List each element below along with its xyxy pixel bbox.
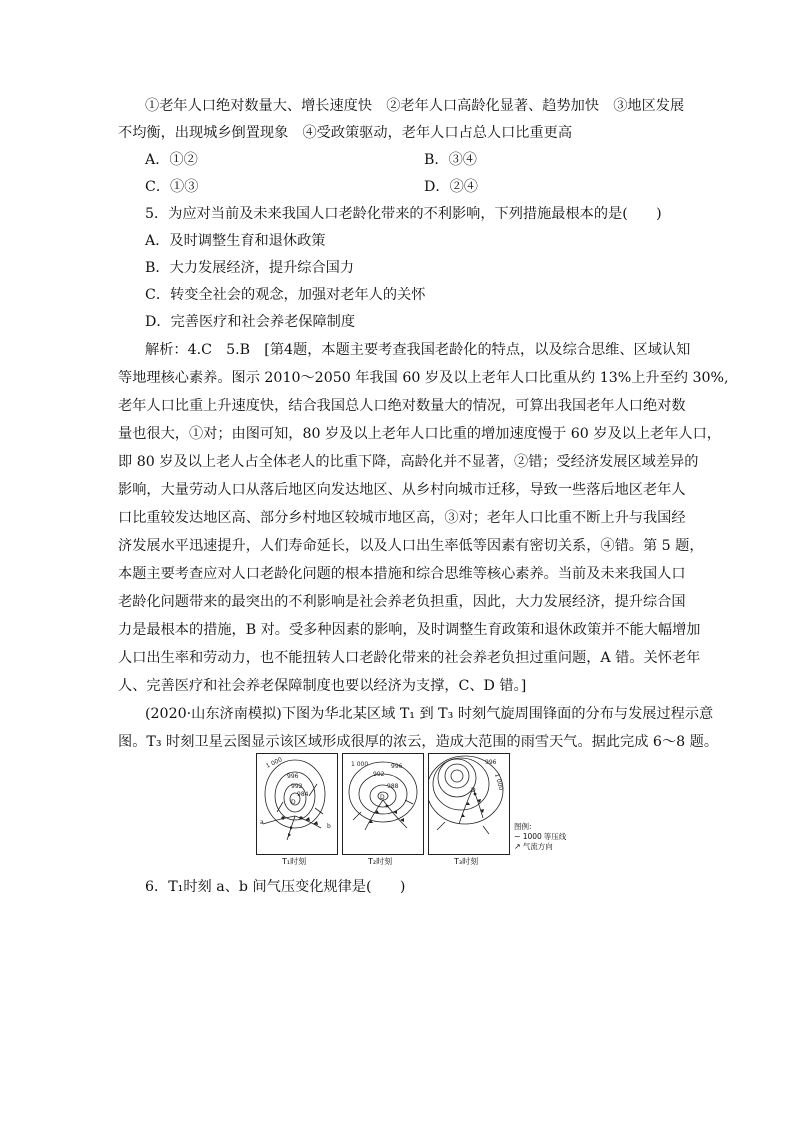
analysis-line: 力是最根本的措施，B 对。受多种因素的影响，及时调整生育政策和退休政策并不能大幅增加	[118, 622, 701, 638]
caption-t3: T₃时刻	[454, 857, 479, 866]
legend-flow-label: 气流方向	[522, 842, 553, 851]
low-center-label: D	[380, 794, 385, 801]
map-panel-t2	[342, 753, 424, 855]
point-label-a: a	[260, 819, 264, 826]
q5-choice-c: C．转变全社会的观念，加强对老年人的关怀	[145, 287, 426, 303]
isobar-label: 984	[297, 791, 309, 798]
isobar-label: 992	[373, 771, 385, 778]
legend-title: 图例:	[514, 822, 532, 831]
analysis-line: 济发展水平迅速提升，人们寿命延长，以及人口出生率低等因素有密切关系，④错。第 5 题，	[118, 538, 704, 554]
isobar-label: 1 000	[493, 772, 505, 792]
q4-choice-a: A．①②	[145, 152, 198, 168]
isobar-label: 996	[287, 773, 299, 780]
isobar-label: 1 000	[351, 761, 369, 768]
point-label-b: b	[327, 823, 331, 830]
intro-line: 图。T₃ 时刻卫星云图显示该区域形成很厚的浓云，造成大范围的雨雪天气。据此完成 6～8 题。	[118, 734, 719, 750]
analysis-line: 人口出生率和劳动力，也不能扭转人口老龄化带来的社会养老负担过重问题，A 错。关怀老年	[118, 650, 701, 666]
isobar-label: 988	[387, 783, 399, 790]
analysis-line: 老龄化问题带来的最突出的不利影响是社会养老负担重，因此，大力发展经济，提升综合国	[118, 594, 686, 610]
figure-legend	[514, 822, 566, 852]
analysis-line: 影响，大量劳动人口从落后地区向发达地区、从乡村向城市迁移，导致一些落后地区老年人	[118, 482, 686, 498]
analysis-line: 口比重较发达地区高、部分乡村地区较城市地区高，③对；老年人口比重不断上升与我国经	[118, 510, 686, 526]
caption-t1: T₁时刻	[282, 857, 307, 866]
q6-stem: 6．T₁时刻 a、b 间气压变化规律是( )	[145, 879, 406, 895]
analysis-line: 本题主要考查应对人口老龄化问题的根本措施和综合思维等核心素养。当前及未来我国人口	[118, 566, 686, 582]
isobar-map-t2	[343, 754, 423, 854]
isobar-label: 992	[291, 783, 303, 790]
q5-choice-d: D．完善医疗和社会养老保障制度	[145, 314, 356, 330]
intro-line: (2020·山东济南模拟)下图为华北某区域 T₁ 到 T₃ 时刻气旋周围锋面的分布与发展过程示意	[145, 706, 714, 722]
q5-choice-b: B．大力发展经济，提升综合国力	[145, 260, 355, 276]
isobar-map-t3	[429, 754, 509, 854]
isobar-label: 996	[391, 763, 403, 770]
isobar-map-t1	[257, 754, 337, 854]
analysis-line: 即 80 岁及以上老人占全体老人的比重下降，高龄化并不显著，②错；受经济发展区域差异的	[118, 454, 699, 470]
q5-stem: 5．为应对当前及未来我国人口老龄化带来的不利影响，下列措施最根本的是( )	[145, 206, 662, 222]
low-center-label: D	[291, 799, 296, 806]
q5-choice-a: A．及时调整生育和退休政策	[145, 233, 326, 249]
arrow-icon: ↗	[514, 842, 521, 851]
q4-option-line-1: ①老年人口绝对数量大、增长速度快 ②老年人口高龄化显著、趋势加快 ③地区发展	[145, 98, 685, 114]
q4-choice-d: D．②④	[424, 179, 478, 195]
legend-isobar-value: 1000	[522, 832, 542, 841]
legend-row-flow	[514, 842, 566, 852]
cyclone-front-figure	[256, 753, 518, 871]
q4-option-line-2: 不均衡，出现城乡倒置现象 ④受政策驱动，老年人口占总人口比重更高	[118, 125, 573, 141]
map-panel-t1	[256, 753, 338, 855]
isobar-line-icon: ~	[514, 832, 521, 841]
isobar-label: 996	[485, 759, 497, 766]
analysis-line: 老年人口比重上升速度快，结合我国总人口绝对数量大的情况，可算出我国老年人口绝对数	[118, 398, 686, 414]
q4-choice-c: C．①③	[145, 179, 199, 195]
legend-row-isobar	[514, 832, 566, 842]
analysis-line: 解析：4.C 5.B [第4题，本题主要考查我国老龄化的特点，以及综合思维、区域认知	[145, 342, 691, 358]
legend-isobar-label: 等压线	[543, 832, 567, 841]
caption-t2: T₂时刻	[368, 857, 393, 866]
analysis-line: 量也很大，①对；由图可知，80 岁及以上老年人口比重的增加速度慢于 60 岁及以上老年人口，	[118, 426, 721, 442]
analysis-line: 人、完善医疗和社会养老保障制度也要以经济为支撑，C、D 错。]	[118, 678, 527, 694]
q4-choice-b: B．③④	[424, 152, 477, 168]
map-panel-t3	[428, 753, 510, 855]
low-center-label: D	[471, 787, 476, 794]
isobar-label: 1 000	[264, 756, 284, 770]
analysis-line: 等地理核心素养。图示 2010～2050 年我国 60 岁及以上老年人口比重从约 13%上升至约 30%,	[118, 370, 729, 386]
